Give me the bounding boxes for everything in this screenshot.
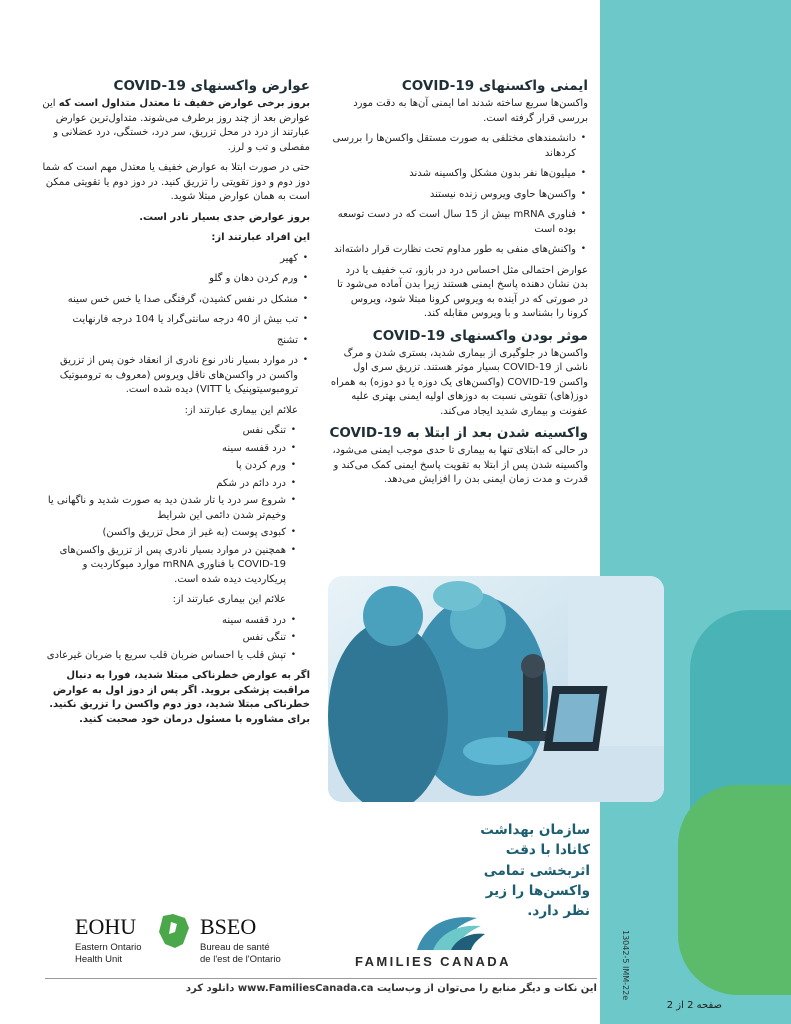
side-effects-heading: عوارض واکسنهای COVID-19 bbox=[113, 78, 310, 94]
side-effects-lead bbox=[42, 97, 310, 155]
list-item: • مشکل در نفس کشیدن، گرفتگی صدا یا خس خس سینه bbox=[42, 293, 298, 308]
list-item: • کهیر bbox=[42, 252, 298, 267]
bseo-abbr: BSEO bbox=[200, 914, 257, 939]
eohu-logo bbox=[75, 912, 290, 967]
list-item: • شروع سر درد یا تار شدن دید به صورت شدید و ناگهانی یا وخیم‌تر شدن دائمی این شرایط bbox=[42, 494, 286, 523]
vitt-signs-label: علائم این بیماری عبارتند از: bbox=[184, 404, 298, 416]
list-item: • تنگی نفس bbox=[42, 631, 286, 646]
second-dose-note: حتی در صورت ابتلا به عوارض خفیف یا معتدل مهم است که شما دوز دوم و دوز تقویتی را تزریق کنید. در دوز دوم یا تقویتی ممکن است به همان عوارض مبتلا شوید. bbox=[42, 162, 310, 202]
list-item: • میلیون‌ها نفر بدون مشکل واکسینه شدند bbox=[328, 167, 576, 182]
effectiveness-text: واکسن‌ها در جلوگیری از بیماری شدید، بستری شدن و مرگ ناشی از COVID-19 بسیار موثر هستند. تزریق سری اول واکسن COVID-19 (واکسن‌های یک دوزه یا دو دوزه) به همراه دوز(های) تقویتی نسبت به دوزهای اولیه ایمنی بهتری علیه عفونت و بیماری شدید ایجاد می‌کند. bbox=[330, 347, 588, 417]
families-canada-text: FAMILIES CANADA bbox=[355, 954, 511, 969]
myo-signs-label: علائم این بیماری عبارتند از: bbox=[172, 594, 286, 605]
list-item: • درد قفسه سینه bbox=[42, 442, 286, 457]
list-item: • تشنج bbox=[42, 334, 298, 349]
immunity-intro: واکسن‌ها سریع ساخته شدند اما ایمنی آن‌ها به دقت مورد بررسی قرار گرفته است. bbox=[353, 98, 588, 124]
list-item: • درد قفسه سینه bbox=[42, 614, 286, 629]
green-shape bbox=[678, 785, 791, 995]
immunity-heading: ایمنی واکسنهای COVID-19 bbox=[401, 78, 588, 94]
list-item: • همچنین در موارد بسیار نادری پس از تزریق واکسن‌های COVID-19 با فناوری mRNA موارد میوکاردیت و پریکاردیت دیده شده است. bbox=[42, 544, 286, 588]
list-item: • واکنش‌های منفی به طور مداوم تحت نظارت قرار داشته‌اند bbox=[328, 243, 576, 258]
eohu-line-1: Eastern Ontario bbox=[75, 942, 142, 953]
lead-bold: بروز برخی عوارض خفیف تا معتدل متداول است که bbox=[58, 98, 310, 109]
serious-list bbox=[42, 252, 310, 398]
list-item: • تپش قلب یا احساس ضربان قلب سریع یا ضربان غیرعادی bbox=[42, 649, 286, 664]
list-item: • ورم کردن دهان و گلو bbox=[42, 272, 298, 287]
list-item: • تنگی نفس bbox=[42, 424, 286, 439]
bseo-line-1: Bureau de santé bbox=[200, 942, 270, 953]
immunity-list bbox=[328, 132, 588, 258]
lab-photo bbox=[328, 576, 664, 802]
lab-illustration bbox=[328, 576, 664, 802]
list-item: • دانشمندهای مختلفی به صورت مستقل واکسن‌ها را بررسی کردهاند bbox=[328, 132, 576, 161]
callout-text: سازمان بهداشت کانادا با دقت اثربخشی تمامی واکسن‌ها را زیر نظر دارد. bbox=[480, 822, 590, 919]
vitt-signs-list bbox=[42, 424, 310, 587]
serious-heading: بروز عوارض جدی بسیار نادر است. bbox=[139, 211, 310, 223]
page-number: صفحه 2 از 2 bbox=[666, 1000, 722, 1011]
footer-text: این نکات و دیگر منابع را می‌توان از وب‌سایت www.FamiliesCanada.ca دانلود کرد bbox=[185, 983, 597, 994]
bseo-line-2: de l'est de l'Ontario bbox=[200, 954, 281, 965]
families-canada-mark bbox=[355, 912, 555, 972]
eohu-abbr: EOHU bbox=[75, 914, 137, 939]
lead-text: این عوارض بعد از چند روز برطرف می‌شوند. متداول‌ترین عوارض عبارتند از درد در محل تزریق، سر درد، خستگی، درد عضلانی و مفصلی و تب و لرز. bbox=[42, 98, 310, 153]
eohu-bseo-logo bbox=[75, 912, 290, 967]
eohu-line-2: Health Unit bbox=[75, 954, 122, 965]
includes-heading: این افراد عبارتند از: bbox=[211, 232, 310, 243]
list-item: • واکسن‌ها حاوی ویروس زنده نیستند bbox=[328, 188, 576, 203]
after-infection-heading: واکسینه شدن بعد از ابتلا به COVID-19 bbox=[329, 425, 588, 441]
footer-divider bbox=[45, 978, 597, 979]
warning-text: اگر به عوارض خطرناکی مبتلا شدید، فورا به دنبال مراقبت پزشکی بروید. اگر پس از دوز اول به عوارض خطرناکی مبتلا شدید، دوز دوم واکسن را تزریق نکنید. برای مشاوره با مسئول درمان خود صحبت کنید. bbox=[49, 670, 310, 725]
list-item: • تب بیش از 40 درجه سانتی‌گراد یا 104 درجه فارنهایت bbox=[42, 313, 298, 328]
myo-signs-list bbox=[42, 614, 310, 664]
families-canada-logo bbox=[355, 912, 555, 972]
list-item: • در موارد بسیار نادر نوع نادری از انعقاد خون پس از تزریق واکسن در واکسن‌های ناقل ویروس (معروف به ترومبوتیک ترومبوسیتوپنیک یا VITT) دیده شده است. bbox=[42, 354, 298, 398]
left-column bbox=[42, 78, 310, 733]
list-item: • کبودی پوست (به غیر از محل تزریق واکسن) bbox=[42, 526, 286, 541]
effectiveness-heading: موثر بودن واکسنهای COVID-19 bbox=[372, 327, 588, 344]
list-item: • درد دائم در شکم bbox=[42, 477, 286, 492]
immunity-outro: عوارض احتمالی مثل احساس درد در بازو، تب خفیف یا درد بدن نشان دهنده پاسخ ایمنی هستند زیرا بدن آماده می‌شود تا در صورتی که در آینده به ویروس کرونا مبتلا شود، ویروس کرونا را بشناسد و با ویروس مقابله کند. bbox=[336, 264, 588, 319]
after-infection-text: در حالی که ابتلای تنها به بیماری تا حدی موجب ایمنی می‌شود، واکسینه شدن پس از ابتلا به تقویت پاسخ ایمنی کمک می‌کند و قدرت و مدت زمان ایمنی بدن را افزایش می‌دهد. bbox=[332, 445, 588, 485]
right-column bbox=[328, 78, 588, 494]
list-item: • ورم کردن پا bbox=[42, 459, 286, 474]
list-item: • فناوری mRNA بیش از 15 سال است که در دست توسعه بوده است bbox=[328, 208, 576, 237]
document-code: 13042-5 IMM-22e bbox=[621, 930, 630, 1001]
